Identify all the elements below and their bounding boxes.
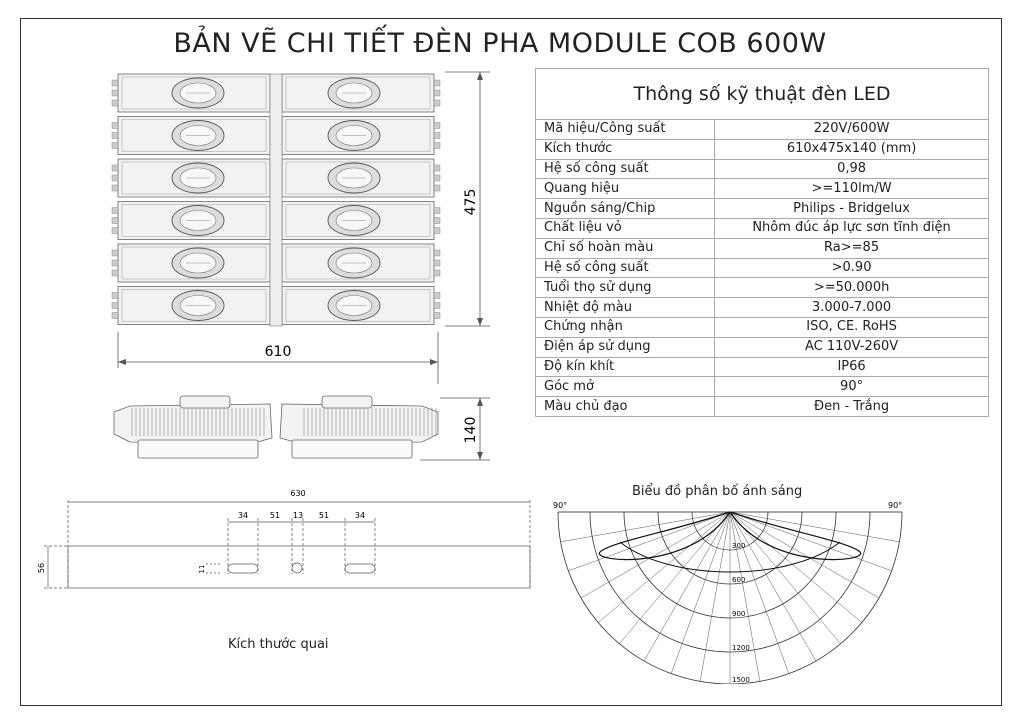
spec-value: ISO, CE. RoHS [715, 317, 989, 337]
spec-value: Philips - Bridgelux [715, 199, 989, 219]
front-view-drawing [100, 62, 520, 392]
spec-row [536, 199, 989, 219]
spec-label: Chứng nhận [536, 317, 715, 337]
spec-label: Nhiệt độ màu [536, 298, 715, 318]
spec-value: 220V/600W [715, 120, 989, 140]
spec-label: Quang hiệu [536, 179, 715, 199]
polar-ring-label: 600 [732, 576, 746, 584]
spec-table-heading: Thông số kỹ thuật đèn LED [536, 69, 989, 120]
spec-row [536, 218, 989, 238]
led-module [112, 117, 270, 155]
slot-dim-5: 34 [354, 511, 366, 520]
polar-ring-label: 1200 [732, 644, 750, 652]
spec-label: Hệ số công suất [536, 159, 715, 179]
spec-row [536, 317, 989, 337]
width-dimension-label: 610 [264, 344, 292, 360]
spec-row [536, 357, 989, 377]
slot-dim-3: 13 [292, 511, 304, 520]
spec-table [535, 68, 989, 417]
spec-row [536, 258, 989, 278]
polar-ring-label: 900 [732, 610, 746, 618]
polar-spoke [730, 512, 841, 644]
led-module [282, 117, 440, 155]
slot-small-dim: 11 [198, 564, 206, 574]
side-view-drawing [100, 390, 520, 480]
spec-value: 3.000-7.000 [715, 298, 989, 318]
spec-value: 90° [715, 377, 989, 397]
bracket-caption: Kích thước quai [228, 637, 329, 652]
spec-row [536, 337, 989, 357]
polar-spoke [598, 512, 730, 623]
slot-dim-1: 34 [237, 511, 249, 520]
side-height-dimension-label: 140 [463, 416, 479, 444]
spec-label: Nguồn sáng/Chip [536, 199, 715, 219]
led-module [112, 202, 270, 240]
spec-row [536, 278, 989, 298]
polar-left-angle: 90° [553, 501, 568, 510]
led-module [112, 74, 270, 112]
spec-label: Kích thước [536, 139, 715, 159]
bracket-height-dim: 56 [37, 562, 46, 574]
spec-label: Điện áp sử dụng [536, 337, 715, 357]
led-module [112, 244, 270, 282]
bracket-drawing [30, 488, 550, 608]
spec-value: >=50.000h [715, 278, 989, 298]
spec-row [536, 179, 989, 199]
spec-label: Chỉ số hoàn màu [536, 238, 715, 258]
led-module [282, 159, 440, 197]
spec-row [536, 377, 989, 397]
spec-label: Tuổi thọ sử dụng [536, 278, 715, 298]
spec-row [536, 159, 989, 179]
spec-row [536, 238, 989, 258]
spec-value: AC 110V-260V [715, 337, 989, 357]
spec-value: 610x475x140 (mm) [715, 139, 989, 159]
spec-value: Đen - Trắng [715, 397, 989, 417]
spec-value: >=110lm/W [715, 179, 989, 199]
spec-label: Độ kín khít [536, 357, 715, 377]
polar-spoke [730, 512, 862, 623]
page-title: BẢN VẼ CHI TIẾT ĐÈN PHA MODULE COB 600W [173, 28, 827, 59]
spec-label: Màu chủ đạo [536, 397, 715, 417]
led-module [282, 287, 440, 325]
polar-spoke [619, 512, 730, 644]
spec-label: Chất liệu vỏ [536, 218, 715, 238]
led-module [282, 202, 440, 240]
spec-value: 0,98 [715, 159, 989, 179]
polar-title: Biểu đồ phân bố ánh sáng [632, 484, 803, 499]
height-dimension-label: 475 [463, 188, 479, 216]
center-bracket [270, 74, 282, 326]
spec-value: >0.90 [715, 258, 989, 278]
led-module [112, 159, 270, 197]
polar-distribution-chart [548, 498, 912, 684]
slot-dim-4: 51 [318, 511, 330, 520]
led-module [282, 244, 440, 282]
spec-row [536, 139, 989, 159]
spec-value: Nhôm đúc áp lực sơn tĩnh điện [715, 218, 989, 238]
spec-value: Ra>=85 [715, 238, 989, 258]
spec-label: Hệ số công suất [536, 258, 715, 278]
spec-row [536, 298, 989, 318]
slot-dim-2: 51 [269, 511, 281, 520]
bracket-total-dim: 630 [290, 489, 306, 498]
led-module [282, 74, 440, 112]
polar-ring-label: 300 [732, 542, 746, 550]
spec-value: IP66 [715, 357, 989, 377]
spec-row [536, 397, 989, 417]
polar-right-angle: 90° [888, 501, 903, 510]
led-module [112, 287, 270, 325]
spec-label: Mã hiệu/Công suất [536, 120, 715, 140]
spec-label: Góc mở [536, 377, 715, 397]
spec-row [536, 120, 989, 140]
polar-ring-label: 1500 [732, 676, 750, 684]
